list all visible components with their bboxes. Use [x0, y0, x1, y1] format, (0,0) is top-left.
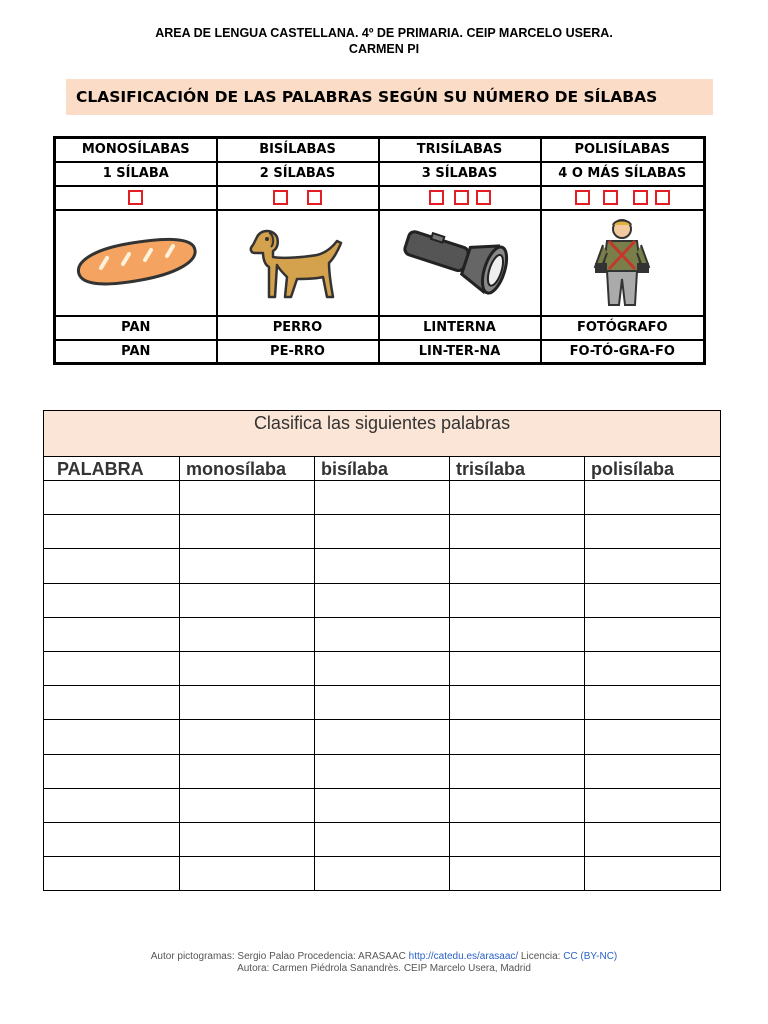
header-trisilaba: trisílaba: [450, 457, 585, 481]
syllable-boxes-tri: [379, 186, 541, 210]
answer-cell[interactable]: [180, 754, 315, 788]
split-poli: FO-TÓ-GRA-FO: [541, 340, 705, 364]
split-tri: LIN-TER-NA: [379, 340, 541, 364]
answer-cell[interactable]: [450, 857, 585, 891]
answer-cell[interactable]: [44, 515, 180, 549]
header-monosilaba: monosílaba: [180, 457, 315, 481]
count-poli: 4 O MÁS SÍLABAS: [541, 162, 705, 186]
answer-cell[interactable]: [585, 549, 721, 583]
answer-cell[interactable]: [180, 549, 315, 583]
answer-cell[interactable]: [450, 549, 585, 583]
answer-cell[interactable]: [44, 857, 180, 891]
table-row: [44, 481, 721, 515]
syllable-box: [575, 190, 590, 205]
exercise-rows: [44, 481, 721, 891]
type-tri: TRISÍLABAS: [379, 138, 541, 162]
table-row: [44, 515, 721, 549]
answer-cell[interactable]: [585, 583, 721, 617]
answer-cell[interactable]: [585, 788, 721, 822]
flashlight-icon: [395, 225, 525, 301]
answer-cell[interactable]: [450, 822, 585, 856]
answer-cell[interactable]: [450, 651, 585, 685]
answer-cell[interactable]: [44, 686, 180, 720]
table-row: [44, 651, 721, 685]
answer-cell[interactable]: [44, 583, 180, 617]
answer-cell[interactable]: [315, 720, 450, 754]
syllable-box: [429, 190, 444, 205]
answer-cell[interactable]: [450, 515, 585, 549]
answer-cell[interactable]: [180, 788, 315, 822]
answer-cell[interactable]: [450, 686, 585, 720]
syllable-box: [128, 190, 143, 205]
footer-link[interactable]: http://catedu.es/arasaac/: [408, 951, 519, 962]
header-polisilaba: polisílaba: [585, 457, 721, 481]
answer-cell[interactable]: [315, 515, 450, 549]
syllable-boxes-mono: [55, 186, 217, 210]
answer-cell[interactable]: [315, 617, 450, 651]
table-row: [44, 617, 721, 651]
answer-cell[interactable]: [315, 822, 450, 856]
header-line-2: CARMEN PI: [348, 42, 420, 56]
answer-cell[interactable]: [585, 754, 721, 788]
answer-cell[interactable]: [585, 857, 721, 891]
type-mono: MONOSÍLABAS: [55, 138, 217, 162]
answer-cell[interactable]: [44, 481, 180, 515]
answer-cell[interactable]: [315, 788, 450, 822]
table-row: [44, 788, 721, 822]
answer-cell[interactable]: [44, 788, 180, 822]
answer-cell[interactable]: [180, 857, 315, 891]
answer-cell[interactable]: [180, 686, 315, 720]
header-palabra: PALABRA: [44, 457, 180, 481]
answer-cell[interactable]: [180, 822, 315, 856]
answer-cell[interactable]: [44, 754, 180, 788]
syllable-box: [307, 190, 322, 205]
answer-cell[interactable]: [315, 549, 450, 583]
answer-cell[interactable]: [315, 583, 450, 617]
table-row: [44, 822, 721, 856]
answer-cell[interactable]: [585, 481, 721, 515]
table-row: [44, 583, 721, 617]
answer-cell[interactable]: [180, 583, 315, 617]
split-mono: PAN: [55, 340, 217, 364]
syllable-box: [454, 190, 469, 205]
header-bisilaba: bisílaba: [315, 457, 450, 481]
bread-icon: [71, 228, 201, 298]
syllable-box: [603, 190, 618, 205]
answer-cell[interactable]: [315, 686, 450, 720]
photographer-icon: [587, 217, 657, 309]
answer-cell[interactable]: [585, 822, 721, 856]
answer-cell[interactable]: [450, 788, 585, 822]
image-mono: [55, 210, 217, 316]
table-row: [44, 857, 721, 891]
syllable-boxes-poli: [541, 186, 705, 210]
answer-cell[interactable]: [315, 857, 450, 891]
classification-table: [53, 136, 706, 365]
answer-cell[interactable]: [450, 583, 585, 617]
syllable-box: [633, 190, 648, 205]
answer-cell[interactable]: [315, 754, 450, 788]
answer-cell[interactable]: [180, 720, 315, 754]
answer-cell[interactable]: [585, 686, 721, 720]
answer-cell[interactable]: [180, 651, 315, 685]
answer-cell[interactable]: [315, 651, 450, 685]
syllable-box: [476, 190, 491, 205]
answer-cell[interactable]: [450, 481, 585, 515]
footer-license-link[interactable]: CC (BY-NC): [563, 951, 618, 962]
footer-license-label: Licencia:: [518, 951, 564, 962]
answer-cell[interactable]: [450, 617, 585, 651]
exercise-caption: Clasifica las siguientes palabras: [44, 411, 721, 457]
count-tri: 3 SÍLABAS: [379, 162, 541, 186]
page-header: [0, 25, 768, 57]
answer-cell[interactable]: [44, 651, 180, 685]
answer-cell[interactable]: [44, 617, 180, 651]
answer-cell[interactable]: [315, 481, 450, 515]
type-poli: POLISÍLABAS: [541, 138, 705, 162]
answer-cell[interactable]: [180, 515, 315, 549]
header-line-1: AREA DE LENGUA CASTELLANA. 4º DE PRIMARIA. CEIP MARCELO USERA.: [155, 26, 613, 40]
word-poli: FOTÓGRAFO: [541, 316, 705, 340]
type-bi: BISÍLABAS: [217, 138, 379, 162]
answer-cell[interactable]: [180, 617, 315, 651]
answer-cell[interactable]: [44, 822, 180, 856]
answer-cell[interactable]: [585, 651, 721, 685]
table-row: [44, 686, 721, 720]
table-row: [44, 720, 721, 754]
image-tri: [379, 210, 541, 316]
answer-cell[interactable]: [450, 720, 585, 754]
word-mono: PAN: [55, 316, 217, 340]
footer-author: Autor pictogramas: Sergio Palao Procedencia: ARASAAC: [150, 951, 409, 962]
syllable-boxes-bi: [217, 186, 379, 210]
count-bi: 2 SÍLABAS: [217, 162, 379, 186]
table-row: [44, 754, 721, 788]
answer-cell[interactable]: [585, 617, 721, 651]
syllable-box: [273, 190, 288, 205]
answer-cell[interactable]: [44, 720, 180, 754]
answer-cell[interactable]: [180, 481, 315, 515]
word-tri: LINTERNA: [379, 316, 541, 340]
answer-cell[interactable]: [585, 515, 721, 549]
footer: [0, 951, 768, 975]
exercise-table: [43, 410, 721, 891]
footer-line-2: Autora: Carmen Piédrola Sanandrès. CEIP Marcelo Usera, Madrid: [237, 963, 531, 974]
answer-cell[interactable]: [585, 720, 721, 754]
split-bi: PE-RRO: [217, 340, 379, 364]
table-row: [44, 549, 721, 583]
footer-line-1: [0, 951, 768, 963]
dog-icon: [243, 223, 353, 303]
image-bi: [217, 210, 379, 316]
answer-cell[interactable]: [450, 754, 585, 788]
answer-cell[interactable]: [44, 549, 180, 583]
word-bi: PERRO: [217, 316, 379, 340]
count-mono: 1 SÍLABA: [55, 162, 217, 186]
image-poli: [541, 210, 705, 316]
section-title: CLASIFICACIÓN DE LAS PALABRAS SEGÚN SU NÚMERO DE SÍLABAS: [66, 79, 713, 115]
syllable-box: [655, 190, 670, 205]
